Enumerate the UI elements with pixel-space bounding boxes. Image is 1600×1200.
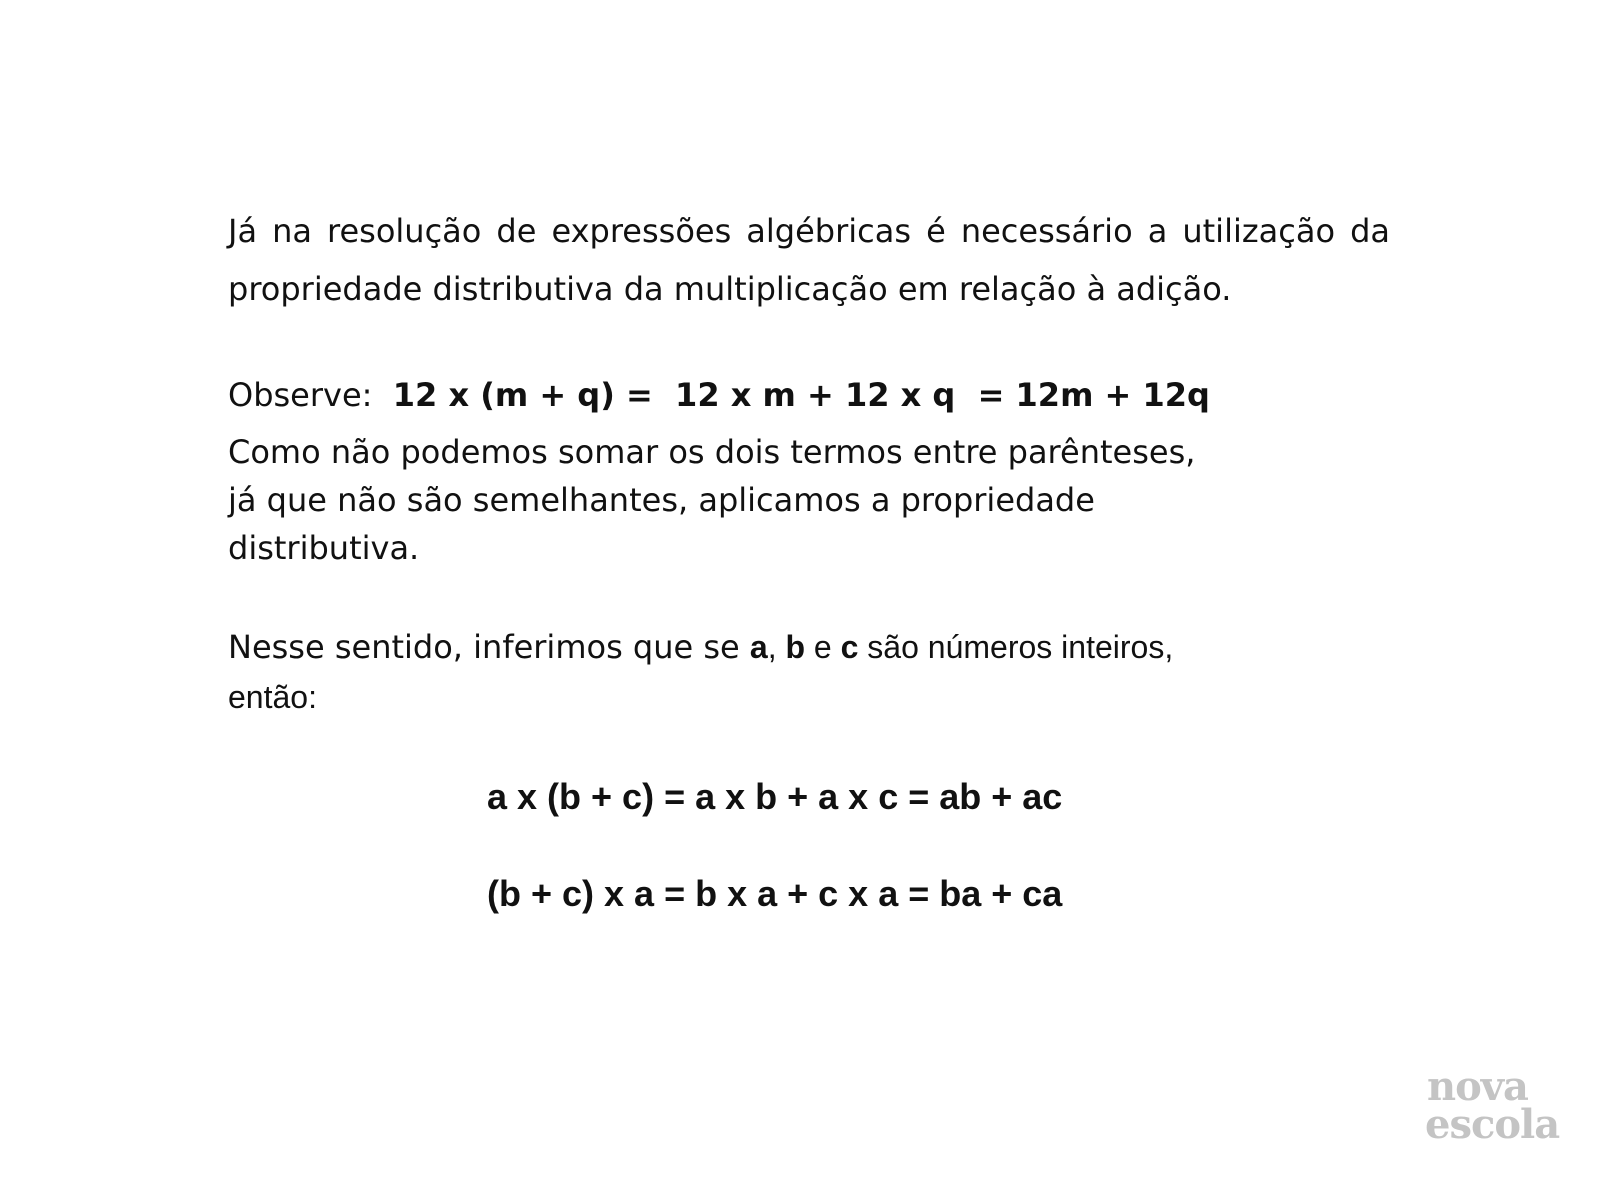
variable-c: c (840, 629, 859, 665)
inference-line-2: então: (228, 679, 317, 715)
intro-paragraph: Já na resolução de expressões algébricas é necessário a utilização da propriedade distributiva da multiplicação em relação à adição. (228, 212, 1390, 308)
observe-label: Observe: (228, 376, 373, 414)
inference-paragraph (228, 622, 1390, 722)
explanation-line-3: distributiva. (228, 529, 420, 567)
inference-sep-2: e (805, 629, 841, 665)
variable-a: a (749, 629, 768, 665)
variable-b: b (785, 629, 806, 665)
formula-right-distributive: (b + c) x a = b x a + c x a = ba + ca (487, 873, 1063, 914)
nova-escola-logo (1425, 1063, 1560, 1148)
explanation-line-1: Como não podemos somar os dois termos entre parênteses, (228, 433, 1196, 471)
inference-prefix: Nesse sentido, inferimos que se (228, 628, 750, 666)
inference-sep-1: , (767, 629, 786, 665)
logo-line-1: nova (1427, 1063, 1528, 1110)
observe-line (228, 370, 1390, 420)
observe-equation: 12 x (m + q) = 12 x m + 12 x q = 12m + 12q (392, 376, 1210, 414)
explanation-line-2: já que não são semelhantes, aplicamos a propriedade (228, 481, 1095, 519)
inference-suffix: são números inteiros, (858, 629, 1174, 665)
explanation-paragraph (228, 428, 1390, 572)
logo-line-2: escola (1425, 1101, 1560, 1148)
formula-left-distributive: a x (b + c) = a x b + a x c = ab + ac (487, 776, 1063, 817)
